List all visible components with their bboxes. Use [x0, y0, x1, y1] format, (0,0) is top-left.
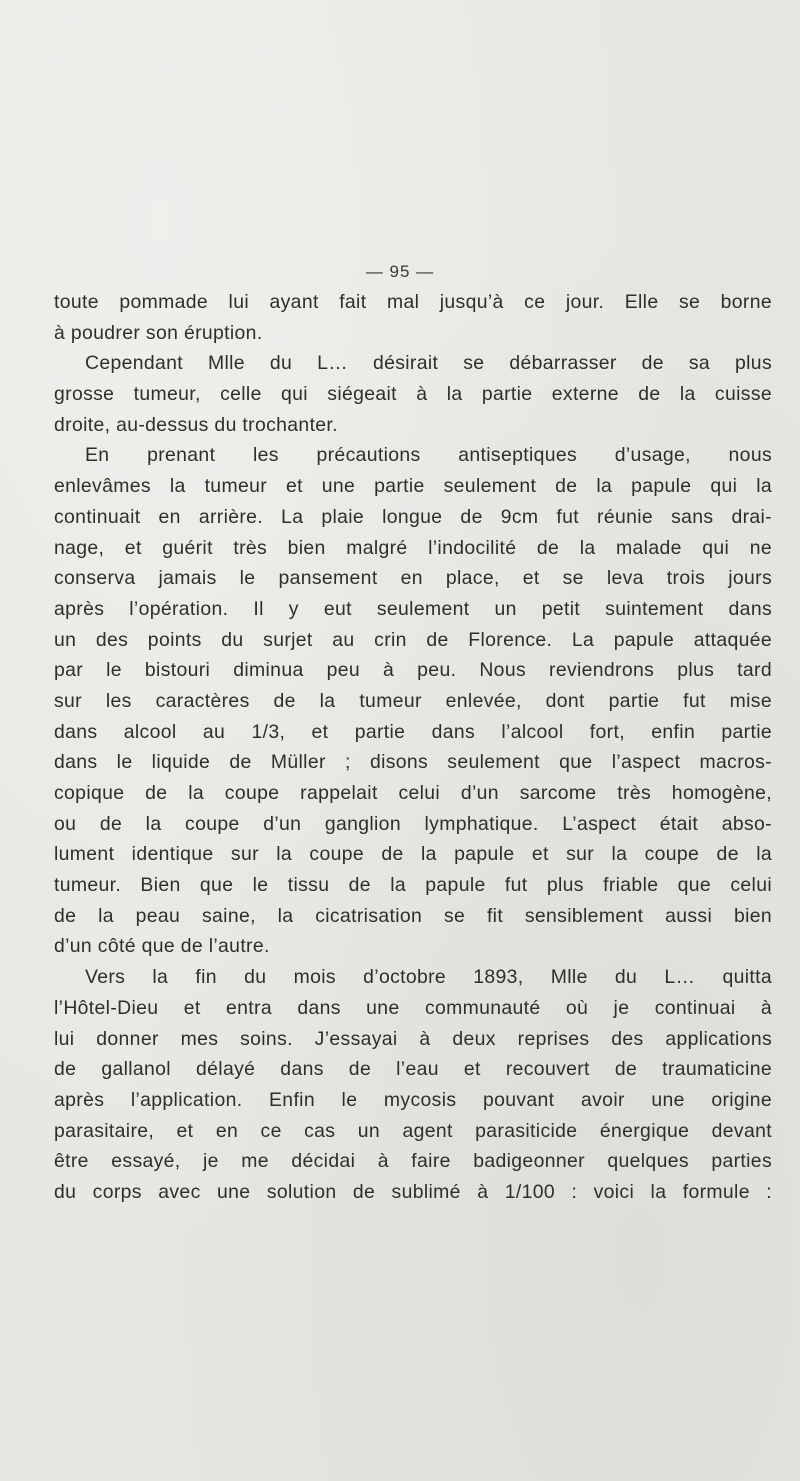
text-line: grosse tumeur, celle qui siégeait à la partie externe de la cuisse: [54, 383, 772, 406]
text-line: par le bistouri diminua peu à peu. Nous reviendrons plus tard: [54, 659, 772, 682]
text-line: après l’opération. Il y eut seulement un petit suintement dans: [54, 597, 772, 620]
text-line: Vers la fin du mois d’octobre 1893, Mlle du L… quitta: [85, 966, 772, 989]
text-line: enlevâmes la tumeur et une partie seulement de la papule qui la: [54, 475, 772, 498]
text-line: nage, et guérit très bien malgré l’indocilité de la malade qui ne: [54, 536, 772, 559]
text-line: du corps avec une solution de sublimé à 1/100 : voici la formule :: [54, 1180, 772, 1203]
text-line: toute pommade lui ayant fait mal jusqu’à ce jour. Elle se borne: [54, 291, 772, 313]
text-line: conserva jamais le pansement en place, et se leva trois jours: [54, 567, 772, 590]
text-line: tumeur. Bien que le tissu de la papule fut plus friable que celui: [54, 874, 772, 897]
text-line: lument identique sur la coupe de la papule et sur la coupe de la: [54, 843, 772, 866]
text-line: l’Hôtel-Dieu et entra dans une communauté où je continuai à: [54, 996, 772, 1019]
text-line: de gallanol délayé dans de l’eau et recouvert de traumaticine: [54, 1058, 772, 1081]
text-line: à poudrer son éruption.: [54, 321, 263, 344]
text-line: En prenant les précautions antiseptiques d’usage, nous: [85, 444, 772, 467]
text-line: droite, au-dessus du trochanter.: [54, 413, 338, 436]
text-line: être essayé, je me décidai à faire badigeonner quelques parties: [54, 1150, 772, 1173]
text-line: Cependant Mlle du L… désirait se débarrasser de sa plus: [85, 352, 772, 375]
text-line: après l’application. Enfin le mycosis pouvant avoir une origine: [54, 1088, 772, 1111]
text-line: un des points du surjet au crin de Florence. La papule attaquée: [54, 628, 772, 651]
text-line: ou de la coupe d’un ganglion lymphatique. L’aspect était abso-: [54, 812, 772, 835]
text-line: copique de la coupe rappelait celui d’un sarcome très homogène,: [54, 782, 772, 804]
text-line: de la peau saine, la cicatrisation se fit sensiblement aussi bien: [54, 904, 772, 927]
page-number: — 95 —: [365, 262, 435, 281]
body-text: [54, 287, 772, 1208]
text-line: dans alcool au 1/3, et partie dans l’alcool fort, enfin partie: [54, 720, 772, 743]
text-line: continuait en arrière. La plaie longue de 9cm fut réunie sans drai-: [54, 505, 772, 528]
text-line: sur les caractères de la tumeur enlevée, dont partie fut mise: [54, 689, 772, 712]
text-line: dans le liquide de Müller ; disons seulement que l’aspect macros-: [54, 751, 772, 774]
text-line: d’un côté que de l’autre.: [54, 935, 270, 958]
text-line: lui donner mes soins. J’essayai à deux reprises des applications: [54, 1027, 772, 1050]
text-line: parasitaire, et en ce cas un agent parasiticide énergique devant: [54, 1119, 772, 1142]
